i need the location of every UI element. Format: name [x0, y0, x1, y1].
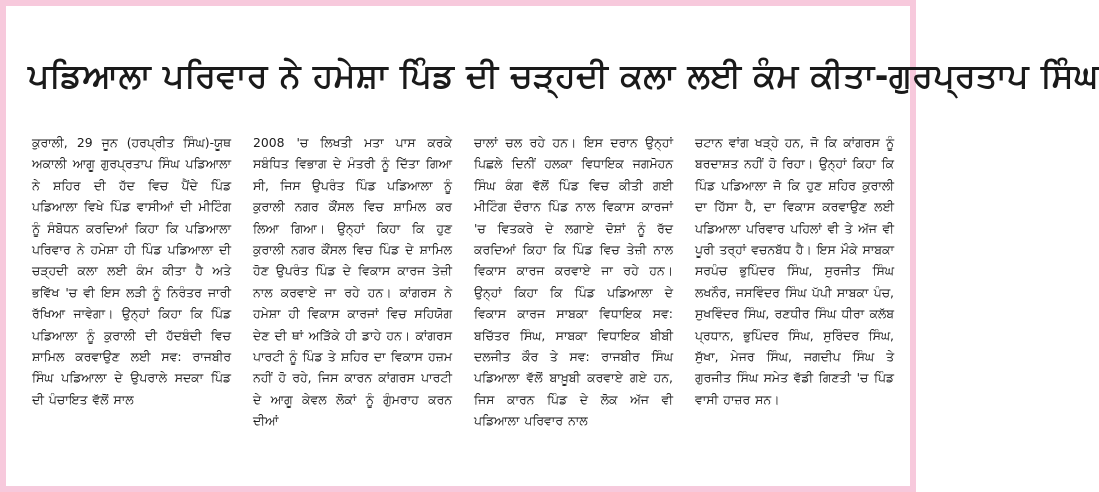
article-column-2: 2008 'ਚ ਲਿਖਤੀ ਮਤਾ ਪਾਸ ਕਰਕੇ ਸਬੰਧਿਤ ਵਿਭਾਗ ਦੇ ਮੰਤਰੀ ਨੂੰ ਦਿੱਤਾ ਗਿਆ ਸੀ, ਜਿਸ ਉਪਰੰਤ ਪਿੰਡ ਪਡਿਆਲਾ ਨੂੰ ਕੁਰਾਲੀ ਨਗਰ ਕੌਂਸਲ ਵਿਚ ਸ਼ਾਮਿਲ ਕਰ ਲਿਆ ਗਿਆ। ਉਨ੍ਹਾਂ ਕਿਹਾ ਕਿ ਹੁਣ ਕੁਰਾਲੀ ਨਗਰ ਕੌਂਸਲ ਵਿਚ ਪਿੰਡ ਦੇ ਸ਼ਾਮਿਲ ਹੋਣ ਉਪਰੰਤ ਪਿੰਡ ਦੇ ਵਿਕਾਸ ਕਾਰਜ ਤੇਜ਼ੀ ਨਾਲ ਕਰਵਾਏ ਜਾ ਰਹੇ ਹਨ। ਕਾਂਗਰਸ ਨੇ ਹਮੇਸ਼ਾ ਹੀ ਵਿਕਾਸ ਕਾਰਜਾਂ ਵਿਚ ਸਹਿਯੋਗ ਦੇਣ ਦੀ ਥਾਂ ਅੜਿੱਕੇ ਹੀ ਡਾਹੇ ਹਨ। ਕਾਂਗਰਸ ਪਾਰਟੀ ਨੂੰ ਪਿੰਡ ਤੇ ਸ਼ਹਿਰ ਦਾ ਵਿਕਾਸ ਹਜ਼ਮ ਨਹੀਂ ਹੋ ਰਹੇ, ਜਿਸ ਕਾਰਨ ਕਾਂਗਰਸ ਪਾਰਟੀ ਦੇ ਆਗੂ ਕੇਵਲ ਲੋਕਾਂ ਨੂੰ ਗੁੰਮਰਾਹ ਕਰਨ ਦੀਆਂ	[253, 135, 452, 429]
article-column-3: ਚਾਲਾਂ ਚਲ ਰਹੇ ਹਨ। ਇਸ ਦਰਾਨ ਉਨ੍ਹਾਂ ਪਿਛਲੇ ਦਿਨੀਂ ਹਲਕਾ ਵਿਧਾਇਕ ਜਗਮੋਹਨ ਸਿੰਘ ਕੰਗ ਵੱਲੋਂ ਪਿੰਡ ਵਿਚ ਕੀਤੀ ਗਈ ਮੀਟਿੰਗ ਦੌਰਾਨ ਪਿੰਡ ਨਾਲ ਵਿਕਾਸ ਕਾਰਜਾਂ 'ਚ ਵਿਤਕਰੇ ਦੇ ਲਗਾਏ ਦੋਸ਼ਾਂ ਨੂੰ ਰੱਦ ਕਰਦਿਆਂ ਕਿਹਾ ਕਿ ਪਿੰਡ ਵਿਚ ਤੇਜ਼ੀ ਨਾਲ ਵਿਕਾਸ ਕਾਰਜ ਕਰਵਾਏ ਜਾ ਰਹੇ ਹਨ। ਉਨ੍ਹਾਂ ਕਿਹਾ ਕਿ ਪਿੰਡ ਪਡਿਆਲਾ ਦੇ ਵਿਕਾਸ ਕਾਰਜ ਸਾਬਕਾ ਵਿਧਾਇਕ ਸਵ: ਬਚਿੱਤਰ ਸਿੰਘ, ਸਾਬਕਾ ਵਿਧਾਇਕ ਬੀਬੀ ਦਲਜੀਤ ਕੌਰ ਤੇ ਸਵ: ਰਾਜਬੀਰ ਸਿੰਘ ਪਡਿਆਲਾ ਵੱਲੋਂ ਬਾਖ਼ੂਬੀ ਕਰਵਾਏ ਗਏ ਹਨ, ਜਿਸ ਕਾਰਨ ਪਿੰਡ ਦੇ ਲੋਕ ਅੱਜ ਵੀ ਪਡਿਆਲਾ ਪਰਿਵਾਰ ਨਾਲ	[474, 135, 673, 429]
article-headline: ਪਡਿਆਲਾ ਪਰਿਵਾਰ ਨੇ ਹਮੇਸ਼ਾ ਪਿੰਡ ਦੀ ਚੜ੍ਹਦੀ ਕਲਾ ਲਈ ਕੰਮ ਕੀਤਾ-ਗੁਰਪ੍ਰਤਾਪ ਸਿੰਘ	[28, 56, 1099, 95]
article-column-1: ਕੁਰਾਲੀ, 29 ਜੂਨ (ਹਰਪ੍ਰੀਤ ਸਿੰਘ)-ਯੂਥ ਅਕਾਲੀ ਆਗੂ ਗੁਰਪ੍ਰਤਾਪ ਸਿੰਘ ਪਡਿਆਲਾ ਨੇ ਸ਼ਹਿਰ ਦੀ ਹੱਦ ਵਿਚ ਪੈਂਦੇ ਪਿੰਡ ਪਡਿਆਲਾ ਵਿਖੇ ਪਿੰਡ ਵਾਸੀਆਂ ਦੀ ਮੀਟਿੰਗ ਨੂੰ ਸੰਬੋਧਨ ਕਰਦਿਆਂ ਕਿਹਾ ਕਿ ਪਡਿਆਲਾ ਪਰਿਵਾਰ ਨੇ ਹਮੇਸ਼ਾ ਹੀ ਪਿੰਡ ਪਡਿਆਲਾ ਦੀ ਚੜ੍ਹਦੀ ਕਲਾ ਲਈ ਕੰਮ ਕੀਤਾ ਹੈ ਅਤੇ ਭਵਿੱਖ 'ਚ ਵੀ ਇਸ ਲੜੀ ਨੂੰ ਨਿਰੰਤਰ ਜਾਰੀ ਰੱਖਿਆ ਜਾਵੇਗਾ। ਉਨ੍ਹਾਂ ਕਿਹਾ ਕਿ ਪਿੰਡ ਪਡਿਆਲਾ ਨੂੰ ਕੁਰਾਲੀ ਦੀ ਹੱਦਬੰਦੀ ਵਿਚ ਸ਼ਾਮਿਲ ਕਰਵਾਉਣ ਲਈ ਸਵ: ਰਾਜਬੀਰ ਸਿੰਘ ਪਡਿਆਲਾ ਦੇ ਉਪਰਾਲੇ ਸਦਕਾ ਪਿੰਡ ਦੀ ਪੰਚਾਇਤ ਵੱਲੋਂ ਸਾਲ	[32, 135, 231, 407]
article-body	[32, 132, 894, 484]
article-column-4: ਚਟਾਨ ਵਾਂਗ ਖੜ੍ਹੇ ਹਨ, ਜੋ ਕਿ ਕਾਂਗਰਸ ਨੂੰ ਬਰਦਾਸ਼ਤ ਨਹੀਂ ਹੋ ਰਿਹਾ। ਉਨ੍ਹਾਂ ਕਿਹਾ ਕਿ ਪਿੰਡ ਪਡਿਆਲਾ ਜੋ ਕਿ ਹੁਣ ਸ਼ਹਿਰ ਕੁਰਾਲੀ ਦਾ ਹਿੱਸਾ ਹੈ, ਦਾ ਵਿਕਾਸ ਕਰਵਾਉਣ ਲਈ ਪਡਿਆਲਾ ਪਰਿਵਾਰ ਪਹਿਲਾਂ ਵੀ ਤੇ ਅੱਜ ਵੀ ਪੂਰੀ ਤਰ੍ਹਾਂ ਵਚਨਬੱਧ ਹੈ। ਇਸ ਮੌਕੇ ਸਾਬਕਾ ਸਰਪੰਚ ਭੁਪਿੰਦਰ ਸਿੰਘ, ਸੁਰਜੀਤ ਸਿੰਘ ਲਖਨੌਰ, ਜਸਵਿੰਦਰ ਸਿੰਘ ਪੱਪੀ ਸਾਬਕਾ ਪੰਚ, ਸੁਖਵਿੰਦਰ ਸਿੰਘ, ਰਣਧੀਰ ਸਿੰਘ ਧੀਰਾ ਕਲੱਬ ਪ੍ਰਧਾਨ, ਭੁਪਿੰਦਰ ਸਿੰਘ, ਸੁਰਿੰਦਰ ਸਿੰਘ, ਸੁੱਖਾ, ਮੇਜਰ ਸਿੰਘ, ਜਗਦੀਪ ਸਿੰਘ ਤੇ ਗੁਰਜੀਤ ਸਿੰਘ ਸਮੇਤ ਵੱਡੀ ਗਿਣਤੀ 'ਚ ਪਿੰਡ ਵਾਸੀ ਹਾਜ਼ਰ ਸਨ।	[695, 135, 894, 407]
